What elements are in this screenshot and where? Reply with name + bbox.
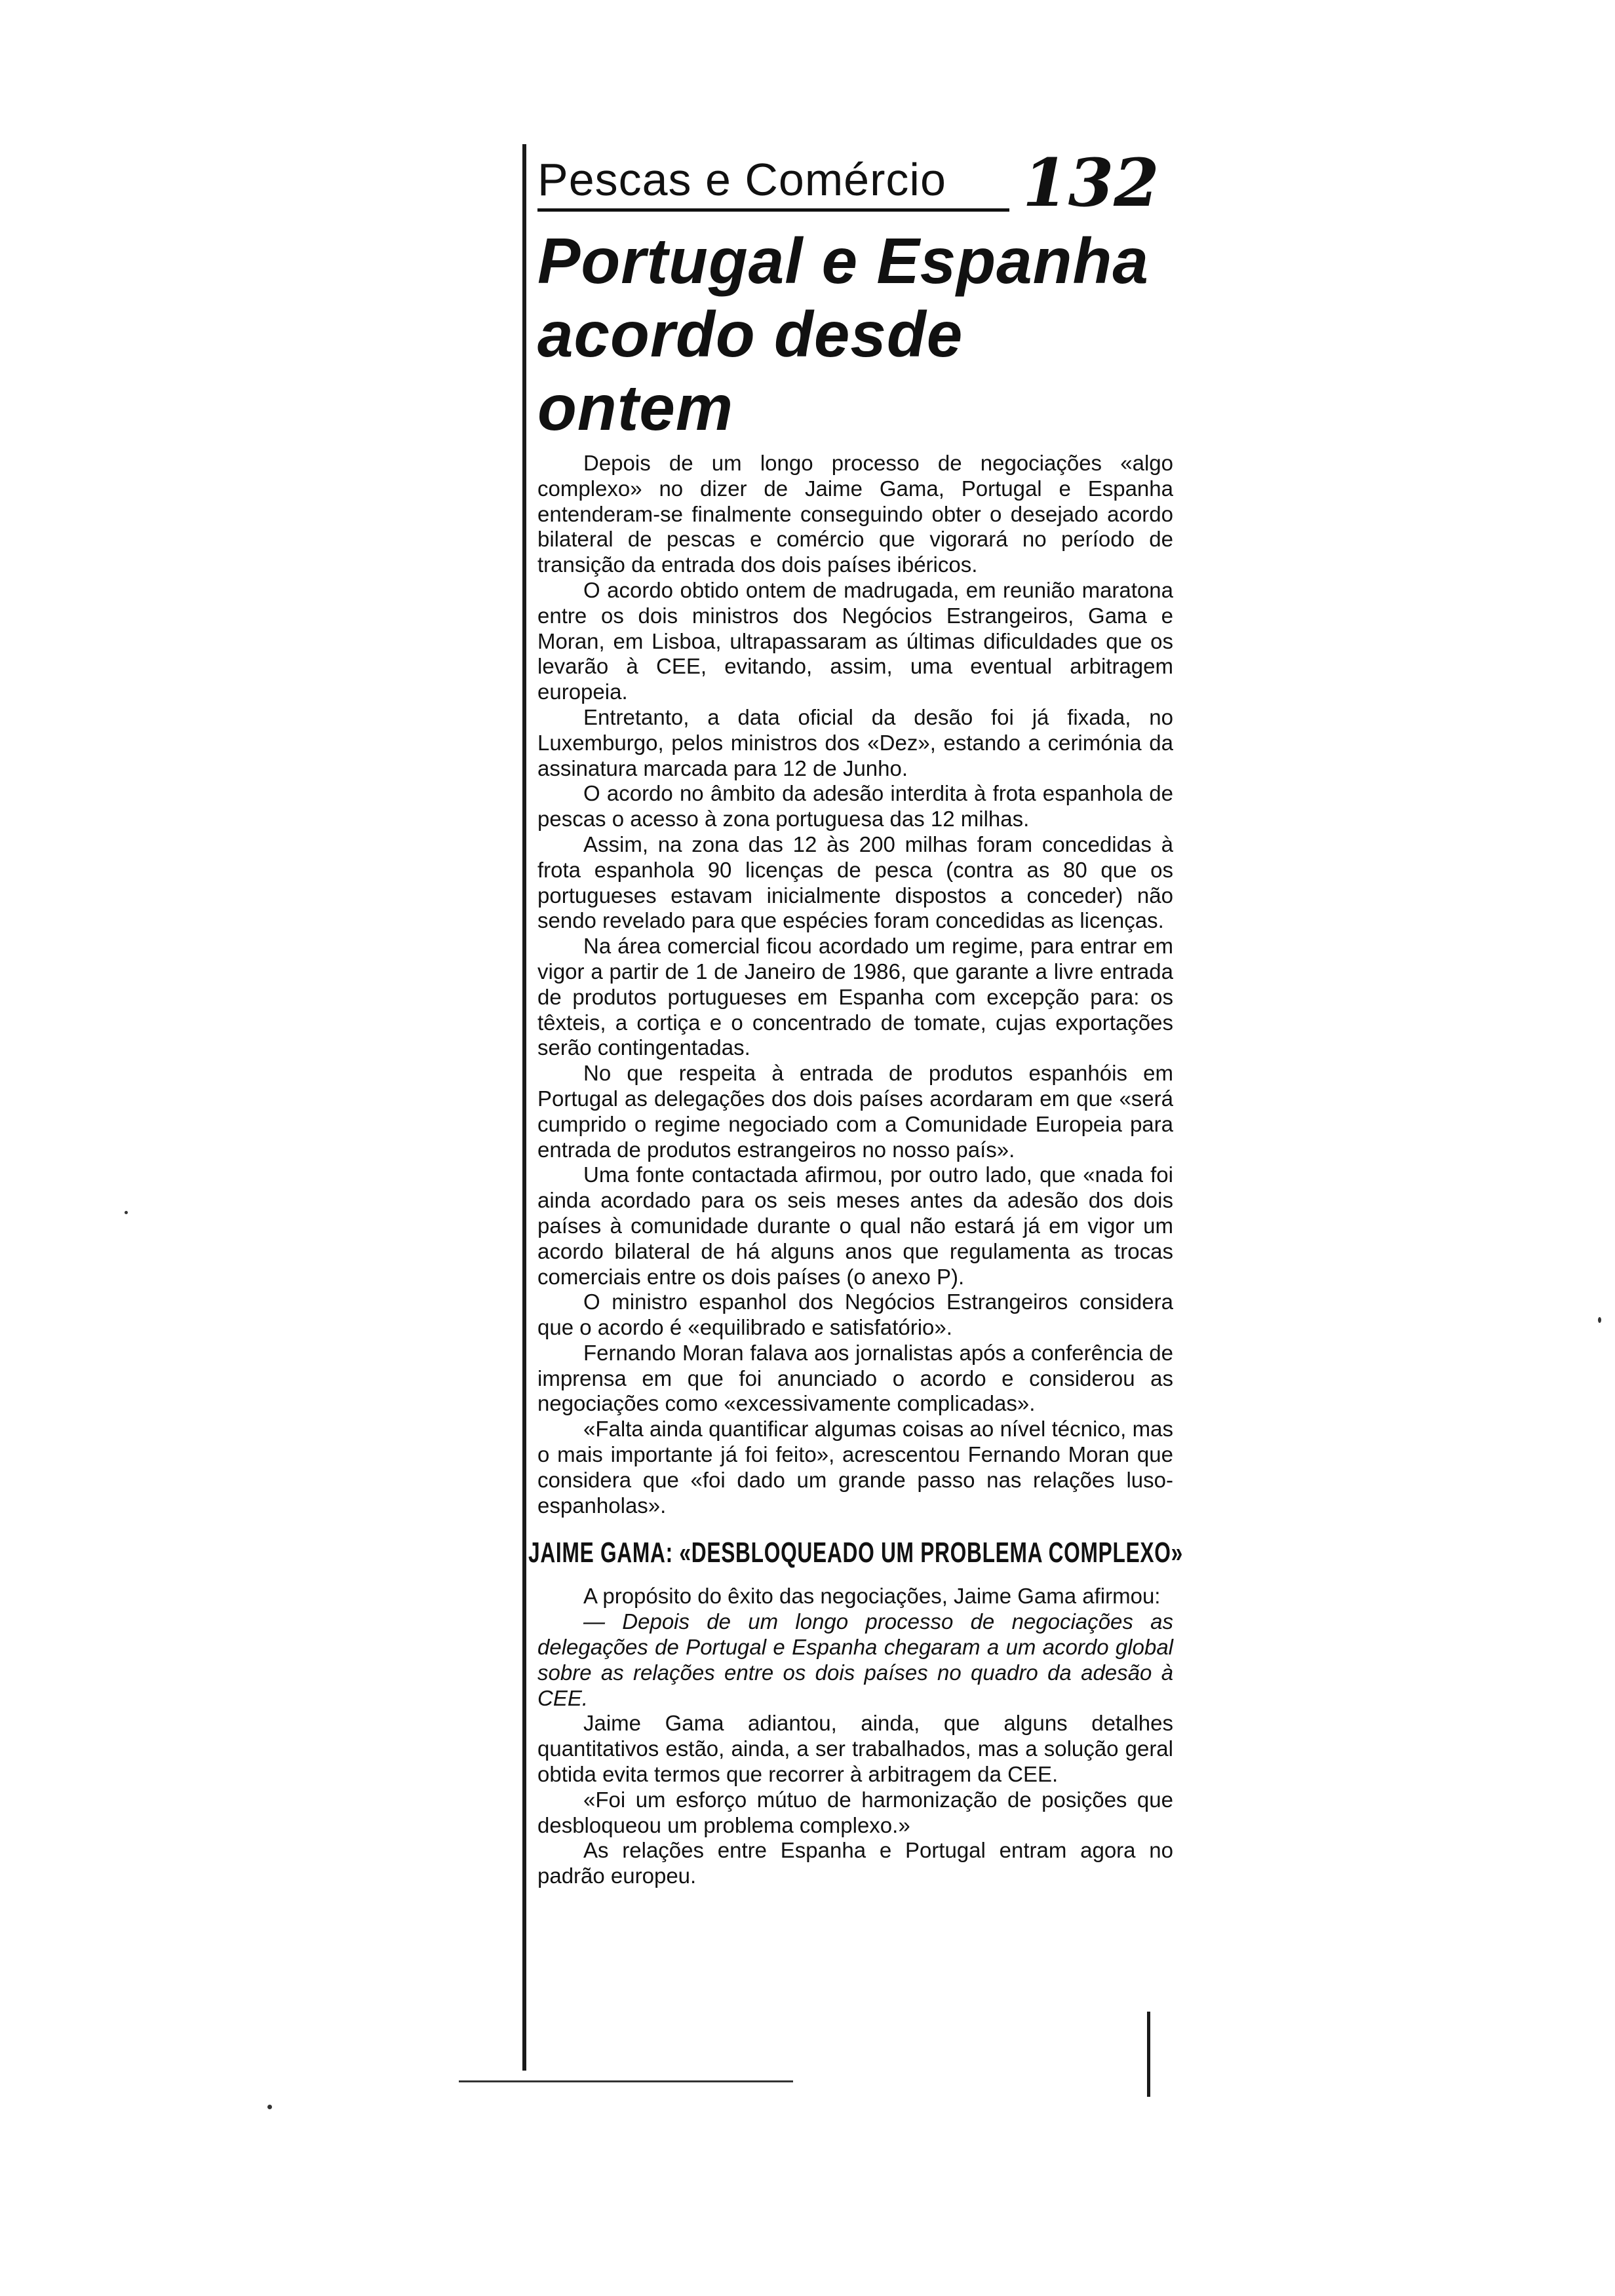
paragraph: Na área comercial ficou acordado um regime, para entrar em vigor a partir de 1 de Janeiro de 1986, que garante a livre entrada de produtos portugueses em Espanha com excepção para: os têxteis, a cortiça e o concentrado de tomate, cujas exportações serão contingentadas. — [537, 934, 1173, 1060]
scan-speck — [267, 2105, 272, 2109]
headline-line-1: Portugal e Espanha — [537, 225, 1149, 297]
paragraph: Fernando Moran falava aos jornalistas após a conferência de imprensa em que foi anunciado o acordo e considerou as negociações como «excessivamente complicadas». — [537, 1340, 1173, 1416]
paragraph: O acordo obtido ontem de madrugada, em reunião maratona entre os dois ministros dos Negócios Estrangeiros, Gama e Moran, em Lisboa, ultrapassaram as últimas dificuldades que os levarão à CEE, evitando, assim, uma eventual arbitragem europeia. — [537, 577, 1173, 704]
quoted-paragraph: — Depois de um longo processo de negociações as delegações de Portugal e Espanha chegaram a um acordo global sobre as relações entre os dois países no quadro da adesão à CEE. — [537, 1609, 1173, 1710]
paragraph: Depois de um longo processo de negociações «algo complexo» no dizer de Jaime Gama, Portugal e Espanha entenderam-se finalmente conseguindo obter o desejado acordo bilateral de pescas e comércio que vigorará no período de transição da entrada dos dois países ibéricos. — [537, 451, 1173, 577]
scan-speck — [1598, 1317, 1601, 1323]
paragraph: Uma fonte contactada afirmou, por outro lado, que «nada foi ainda acordado para os seis meses antes da adesão dos dois países à comunidade durante o qual não estará já em vigor um acordo bilateral de há alguns anos que regulamenta as trocas comerciais entre os dois países (o anexo P). — [537, 1162, 1173, 1289]
scan-speck — [125, 1211, 128, 1214]
paragraph: «Foi um esforço mútuo de harmonização de posições que desbloqueou um problema complexo.» — [537, 1787, 1173, 1837]
end-rule — [459, 2080, 793, 2082]
section-underline — [537, 208, 1009, 212]
column-rule-right — [1147, 2012, 1150, 2097]
subheading: JAIME GAMA: «DESBLOQUEADO UM PROBLEMA COMPLEXO» — [528, 1537, 1183, 1569]
headline-line-2: acordo desde ontem — [537, 298, 963, 444]
paragraph: Entretanto, a data oficial da desão foi já fixada, no Luxemburgo, pelos ministros dos «Dez», estando a cerimónia da assinatura marcada para 12 de Junho. — [537, 704, 1173, 780]
paragraph: Assim, na zona das 12 às 200 milhas foram concedidas à frota espanhola 90 licenças de pesca (contra as 80 que os portugueses estavam inicialmente dispostos a conceder) não sendo revelado para que espécies foram concedidas as licenças. — [537, 832, 1173, 933]
paragraph: A propósito do êxito das negociações, Jaime Gama afirmou: — [583, 1584, 1161, 1609]
paragraph: As relações entre Espanha e Portugal entram agora no padrão europeu. — [537, 1838, 1173, 1888]
headline — [537, 224, 1173, 444]
paragraph: «Falta ainda quantificar algumas coisas ao nível técnico, mas o mais importante já foi feito», acrescentou Fernando Moran que considera que «foi dado um grande passo nas relações luso-espanholas». — [537, 1417, 1173, 1518]
paragraph: No que respeita à entrada de produtos espanhóis em Portugal as delegações dos dois países acordaram em que «será cumprido o regime negociado com a Comunidade Europeia para entrada de produtos estrangeiros no nosso país». — [537, 1061, 1173, 1162]
section-header — [537, 144, 1173, 221]
paragraph: O ministro espanhol dos Negócios Estrangeiros considera que o acordo é «equilibrado e satisfatório». — [537, 1290, 1173, 1340]
section-label: Pescas e Comércio — [537, 154, 946, 205]
newspaper-clipping — [528, 144, 1183, 1889]
handwritten-page-number: 132 — [1022, 144, 1159, 221]
paragraph: O acordo no âmbito da adesão interdita à frota espanhola de pescas o acesso à zona portuguesa das 12 milhas. — [537, 781, 1173, 832]
column-rule-left — [522, 144, 526, 2071]
article-body-continued — [537, 1584, 1173, 1889]
article-body — [537, 451, 1173, 1518]
paragraph: Jaime Gama adiantou, ainda, que alguns detalhes quantitativos estão, ainda, a ser trabalhados, mas a solução geral obtida evita termos que recorrer à arbitragem da CEE. — [537, 1711, 1173, 1787]
